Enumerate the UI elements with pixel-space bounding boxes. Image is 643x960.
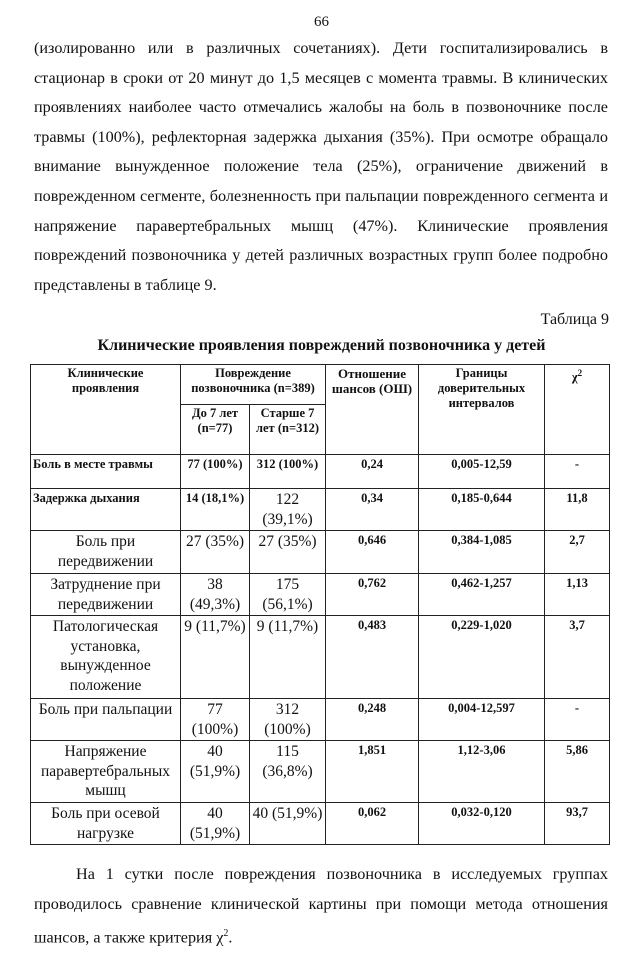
row-under7: 40 (51,9%) xyxy=(181,741,250,803)
row-odds: 0,062 xyxy=(326,803,419,845)
row-name: Задержка дыхания xyxy=(31,489,181,531)
row-name: Боль при передвижении xyxy=(31,531,181,574)
paragraph-intro: (изолированно или в различных сочетаниях). Дети госпитализировались в стационар в сроки от 20 минут до 1,5 месяцев с момента травмы. В клинических проявлениях наиболее часто отмечались жалобы на боль в позвоночнике после травмы (100%), рефлекторная задержка дыхания (35%). При осмотре обращало внимание вынужденное положение тела (25%), ограничение движений в поврежденном сегменте, болезненность при пальпации поврежденного сегмента и напряжение паравертебральных мышц (47%). Клинические проявления повреждений позвоночника у детей различных возрастных групп более подробно представлены в таблице 9. xyxy=(34,39,608,294)
row-odds: 0,248 xyxy=(326,699,419,741)
row-odds: 0,646 xyxy=(326,531,419,574)
header-odds: Отношение шансов (ОШ) xyxy=(326,365,419,455)
row-chi: 1,13 xyxy=(545,574,610,616)
table-row xyxy=(31,741,610,803)
header-ci: Границы доверительных интервалов xyxy=(419,365,545,455)
row-odds: 1,851 xyxy=(326,741,419,803)
table-row xyxy=(31,803,610,845)
header-injury: Повреждение позвоночника (n=389) xyxy=(181,365,326,405)
paragraph-conclusion-sup: 2 xyxy=(223,928,229,940)
paragraph-conclusion xyxy=(34,860,608,953)
row-name: Напряжение паравертебральных мышц xyxy=(31,741,181,803)
chi-symbol: χ xyxy=(571,370,578,385)
header-manifestations: Клинические проявления xyxy=(31,365,181,455)
table-title: Клинические проявления повреждений позвоночника у детей xyxy=(97,337,546,354)
row-ci: 0,185-0,644 xyxy=(419,489,545,531)
row-ci: 1,12-3,06 xyxy=(419,741,545,803)
row-chi: 5,86 xyxy=(545,741,610,803)
row-over7: 40 (51,9%) xyxy=(250,803,326,845)
row-under7: 77 (100%) xyxy=(181,699,250,741)
row-ci: 0,462-1,257 xyxy=(419,574,545,616)
clinical-table xyxy=(30,364,610,845)
chi-superscript: 2 xyxy=(577,368,583,378)
row-chi: 3,7 xyxy=(545,616,610,699)
paragraph-conclusion-text: На 1 сутки после повреждения позвоночника в исследуемых группах проводилось сравнение клинической картины при помощи метода отношения шансов, а также критерия χ xyxy=(34,865,608,947)
row-ci: 0,032-0,120 xyxy=(419,803,545,845)
row-name: Патологическая установка, вынужденное положение xyxy=(31,616,181,699)
table-row xyxy=(31,616,610,699)
row-chi: 2,7 xyxy=(545,531,610,574)
row-under7: 9 (11,7%) xyxy=(181,616,250,699)
row-ci: 0,384-1,085 xyxy=(419,531,545,574)
row-under7: 77 (100%) xyxy=(181,455,250,489)
row-name: Боль при пальпации xyxy=(31,699,181,741)
row-under7: 38 (49,3%) xyxy=(181,574,250,616)
row-name: Затруднение при передвижении xyxy=(31,574,181,616)
header-chi xyxy=(545,365,610,455)
row-under7: 40 (51,9%) xyxy=(181,803,250,845)
row-odds: 0,483 xyxy=(326,616,419,699)
row-name: Боль при осевой нагрузке xyxy=(31,803,181,845)
row-odds: 0,762 xyxy=(326,574,419,616)
row-odds: 0,24 xyxy=(326,455,419,489)
row-over7: 312 (100%) xyxy=(250,455,326,489)
row-over7: 27 (35%) xyxy=(250,531,326,574)
page-number: 66 xyxy=(314,14,329,30)
row-ci: 0,004-12,597 xyxy=(419,699,545,741)
table-row xyxy=(31,699,610,741)
row-name: Боль в месте травмы xyxy=(31,455,181,489)
row-chi: - xyxy=(545,455,610,489)
paragraph-conclusion-end: . xyxy=(228,928,233,947)
row-ci: 0,005-12,59 xyxy=(419,455,545,489)
row-under7: 14 (18,1%) xyxy=(181,489,250,531)
row-over7: 175 (56,1%) xyxy=(250,574,326,616)
table-row xyxy=(31,531,610,574)
header-over7: Старше 7 лет (n=312) xyxy=(250,405,326,455)
table-caption: Таблица 9 xyxy=(540,311,609,328)
row-over7: 122 (39,1%) xyxy=(250,489,326,531)
table-row xyxy=(31,489,610,531)
row-chi: - xyxy=(545,699,610,741)
row-under7: 27 (35%) xyxy=(181,531,250,574)
header-under7: До 7 лет (n=77) xyxy=(181,405,250,455)
row-over7: 312 (100%) xyxy=(250,699,326,741)
row-ci: 0,229-1,020 xyxy=(419,616,545,699)
row-chi: 11,8 xyxy=(545,489,610,531)
row-over7: 9 (11,7%) xyxy=(250,616,326,699)
row-over7: 115 (36,8%) xyxy=(250,741,326,803)
table-row xyxy=(31,574,610,616)
row-chi: 93,7 xyxy=(545,803,610,845)
row-odds: 0,34 xyxy=(326,489,419,531)
table-row xyxy=(31,455,610,489)
